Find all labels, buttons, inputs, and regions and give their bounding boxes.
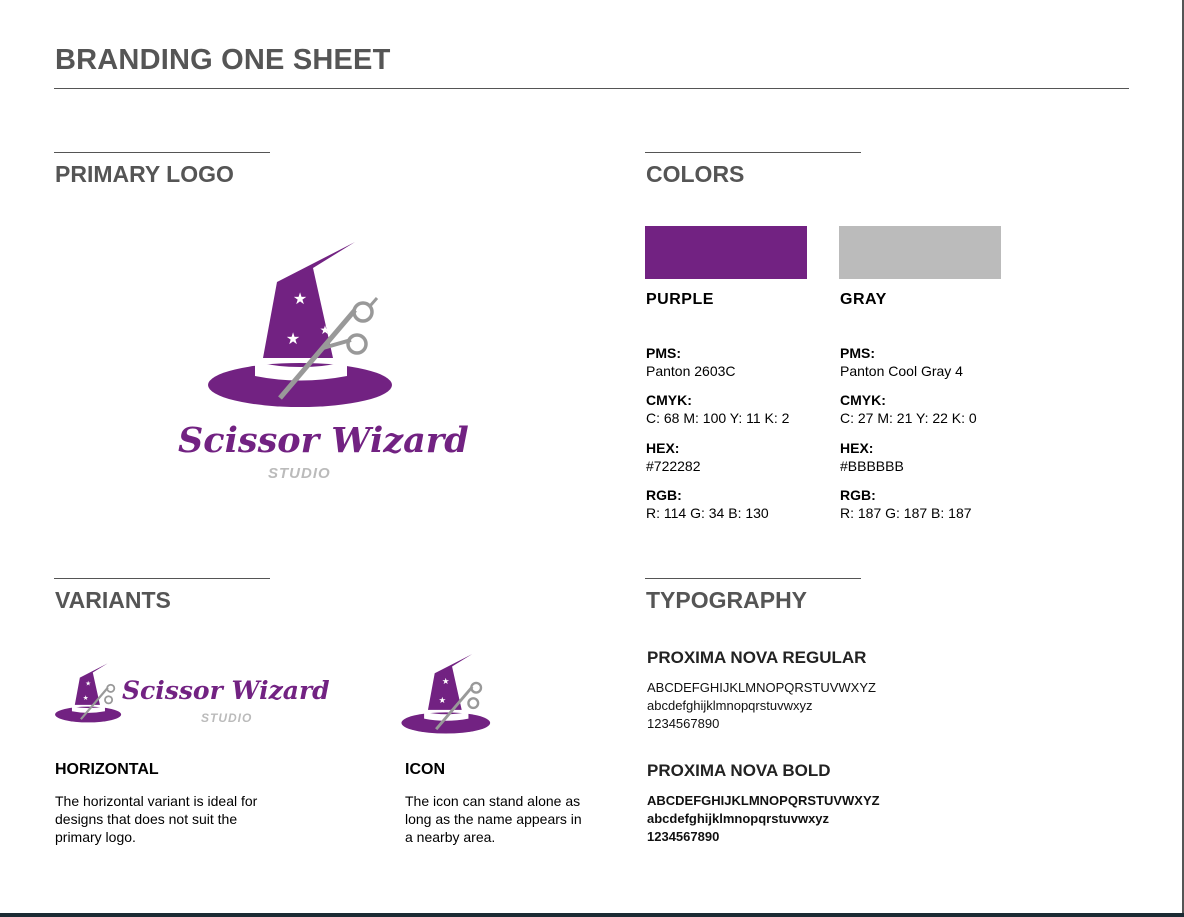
section-title-colors: COLORS — [646, 161, 745, 187]
svg-text:★: ★ — [319, 323, 331, 337]
horizontal-studio: STUDIO — [201, 711, 253, 725]
font-name-bold: PROXIMA NOVA BOLD — [647, 761, 831, 780]
font-sample-digits: 1234567890 — [647, 829, 720, 844]
svg-text:★: ★ — [438, 695, 447, 706]
section-title-variants: VARIANTS — [55, 587, 171, 613]
section-rule — [645, 152, 861, 153]
rgb-value: R: 187 G: 187 B: 187 — [840, 505, 972, 521]
cmyk-label: CMYK: — [646, 392, 692, 408]
svg-text:★: ★ — [317, 269, 329, 283]
variant-desc-icon: The icon can stand alone as long as the name appears in a nearby area. — [405, 793, 582, 845]
svg-text:★: ★ — [82, 694, 89, 702]
horizontal-wordmark: Scissor Wizard — [122, 676, 330, 705]
color-swatch-gray — [839, 226, 1001, 279]
rgb-value: R: 114 G: 34 B: 130 — [646, 505, 769, 521]
cmyk-value: C: 68 M: 100 Y: 11 K: 2 — [646, 410, 790, 426]
color-swatch-purple — [645, 226, 807, 279]
svg-text:★: ★ — [285, 331, 301, 348]
hex-label: HEX: — [646, 440, 680, 456]
logo-studio: STUDIO — [268, 465, 331, 482]
svg-text:★: ★ — [441, 675, 450, 686]
rgb-label: RGB: — [840, 487, 876, 503]
pms-value: Panton 2603C — [646, 363, 736, 379]
variant-desc-horizontal: The horizontal variant is ideal for designs that does not suit the primary logo. — [55, 793, 258, 845]
hex-label: HEX: — [840, 440, 874, 456]
svg-text:★: ★ — [85, 680, 92, 688]
cmyk-label: CMYK: — [840, 392, 886, 408]
font-sample-lower: abcdefghijklmnopqrstuvwxyz — [647, 698, 813, 713]
rgb-label: RGB: — [646, 487, 682, 503]
section-rule — [54, 578, 270, 579]
color-name: GRAY — [840, 291, 887, 308]
section-title-typography: TYPOGRAPHY — [646, 587, 808, 613]
font-sample-lower: abcdefghijklmnopqrstuvwxyz — [647, 811, 830, 826]
pms-value: Panton Cool Gray 4 — [840, 363, 963, 379]
font-sample-upper: ABCDEFGHIJKLMNOPQRSTUVWXYZ — [647, 680, 876, 695]
hex-value: #722282 — [646, 458, 701, 474]
section-title-primary-logo: PRIMARY LOGO — [55, 161, 234, 187]
logo-wordmark: Scissor Wizard — [178, 420, 469, 461]
cmyk-value: C: 27 M: 21 Y: 22 K: 0 — [840, 410, 977, 426]
variant-label-horizontal: HORIZONTAL — [55, 761, 159, 778]
pms-label: PMS: — [840, 345, 875, 361]
wizard-hat-logo-icon — [205, 240, 400, 410]
wizard-hat-horizontal-icon — [54, 662, 124, 724]
font-name-regular: PROXIMA NOVA REGULAR — [647, 648, 867, 667]
section-rule — [54, 152, 270, 153]
color-name: PURPLE — [646, 291, 714, 308]
variant-label-icon: ICON — [405, 761, 445, 778]
title-rule — [54, 88, 1129, 89]
bottom-bar — [0, 913, 1184, 917]
pms-label: PMS: — [646, 345, 681, 361]
font-sample-digits: 1234567890 — [647, 716, 720, 731]
page-title: BRANDING ONE SHEET — [55, 44, 391, 76]
svg-text:★: ★ — [453, 667, 460, 675]
svg-text:★: ★ — [292, 291, 308, 308]
font-sample-upper: ABCDEFGHIJKLMNOPQRSTUVWXYZ — [647, 793, 880, 808]
section-rule — [645, 578, 861, 579]
hex-value: #BBBBBB — [840, 458, 904, 474]
wizard-hat-icon-variant — [400, 653, 494, 735]
